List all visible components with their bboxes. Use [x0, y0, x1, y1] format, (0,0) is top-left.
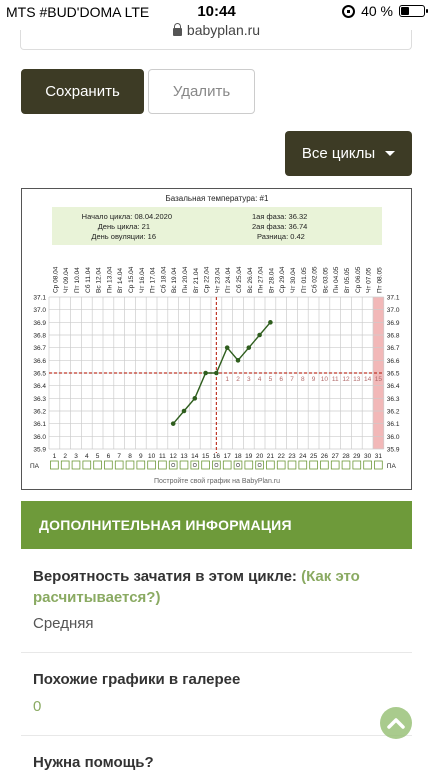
pa-cell: [299, 461, 307, 469]
pa-cell: [223, 461, 231, 469]
temperature-point: [171, 421, 176, 426]
conception-question-text: Вероятность зачатия в этом цикле:: [33, 568, 297, 585]
day-number-label: 12: [169, 453, 177, 460]
day-number-label: 18: [234, 453, 242, 460]
pa-cell: [180, 461, 188, 469]
day-number-label: 10: [147, 453, 156, 460]
ovulation-day-label: День овуляции: 16: [91, 232, 156, 241]
battery-percent: 40 %: [361, 3, 393, 19]
date-tick-label: Пн 27.04: [257, 266, 265, 293]
pa-cell: [353, 461, 361, 469]
day-number-label: 7: [117, 453, 122, 460]
delete-button[interactable]: Удалить: [148, 69, 255, 114]
pa-cell: [234, 461, 242, 469]
help-title: Нужна помощь?: [33, 754, 154, 770]
post-ovulation-day-label: 10: [320, 376, 329, 383]
y-tick-label-right: 36.7: [386, 345, 400, 353]
temperature-point: [182, 409, 187, 414]
date-tick-label: Вт 05.05: [344, 267, 351, 293]
date-tick-label: Чт 07.05: [365, 267, 373, 293]
bbt-chart: [21, 188, 412, 490]
conception-probability-value: Средняя: [33, 615, 94, 632]
y-tick-label-left: 36.9: [33, 319, 46, 327]
day-number-label: 25: [309, 453, 318, 460]
all-cycles-label: Все циклы: [301, 145, 376, 162]
day-number-label: 28: [342, 453, 350, 460]
carrier-label: MTS #BUD'DOMA LTE: [6, 4, 150, 20]
additional-info-header: ДОПОЛНИТЕЛЬНАЯ ИНФОРМАЦИЯ: [21, 501, 412, 549]
day-number-label: 14: [191, 453, 199, 460]
pa-row-label-left: ПА: [30, 463, 40, 470]
day-number-label: 17: [223, 453, 231, 460]
conception-probability-question: [33, 566, 403, 608]
day-number-label: 24: [299, 453, 307, 460]
pa-cell: [364, 461, 372, 469]
temperature-point: [247, 345, 252, 350]
post-ovulation-day-label: 1: [225, 376, 230, 383]
post-ovulation-day-label: 5: [268, 376, 273, 383]
cycle-day-label: День цикла: 21: [97, 222, 150, 231]
post-ovulation-day-label: 11: [331, 376, 339, 383]
date-tick-label: Пт 01.05: [300, 267, 308, 293]
date-tick-label: Вс 19.04: [171, 267, 179, 293]
day-number-label: 11: [159, 453, 166, 460]
y-tick-label-left: 36.7: [33, 345, 46, 353]
post-ovulation-day-label: 14: [363, 376, 372, 383]
day-number-label: 6: [106, 453, 111, 460]
date-tick-label: Чт 23.04: [214, 267, 222, 293]
date-tick-label: Пн 20.04: [182, 266, 189, 293]
day-number-label: 31: [374, 453, 383, 460]
all-cycles-dropdown[interactable]: [285, 131, 412, 176]
date-tick-label: Сб 18.04: [160, 266, 168, 293]
pa-cell: [148, 461, 156, 469]
temperature-point: [203, 371, 208, 376]
y-tick-label-right: 37.0: [386, 307, 400, 315]
day-number-label: 2: [63, 453, 68, 460]
pa-cell: [169, 461, 177, 469]
y-tick-label-right: 35.9: [386, 446, 400, 454]
date-tick-label: Пт 10.04: [74, 267, 81, 293]
day-number-label: 30: [363, 453, 372, 460]
day-number-label: 1: [52, 453, 57, 460]
temperature-point: [236, 358, 241, 363]
day-number-label: 5: [95, 453, 100, 460]
y-tick-label-right: 36.8: [386, 332, 400, 340]
date-tick-label: Ср 22.04: [203, 266, 211, 293]
day-number-label: 19: [245, 453, 253, 460]
day-number-label: 4: [84, 453, 89, 460]
day-number-label: 15: [201, 453, 210, 460]
save-button[interactable]: Сохранить: [21, 69, 144, 114]
day-number-label: 8: [128, 453, 132, 460]
pa-cell: [256, 461, 264, 469]
y-tick-label-left: 37.0: [33, 307, 46, 315]
pa-cell: [342, 461, 350, 469]
chart-footer: Постройте свой график на BabyPlan.ru: [153, 478, 281, 485]
day-number-label: 26: [320, 453, 329, 460]
date-tick-label: Сб 11.04: [84, 266, 92, 293]
pa-cell: [115, 461, 123, 469]
phase2-label: 2ая фаза: 36.74: [252, 222, 308, 231]
date-tick-label: Вс 12.04: [95, 267, 103, 293]
post-ovulation-day-label: 8: [300, 376, 305, 383]
status-bar: [0, 0, 433, 24]
pa-cell: [375, 461, 383, 469]
date-tick-label: Чт 16.04: [138, 267, 146, 293]
y-tick-label-left: 36.3: [33, 395, 46, 403]
date-tick-label: Пт 24.04: [225, 267, 233, 293]
day-number-label: 16: [212, 453, 221, 460]
day-number-label: 9: [138, 453, 143, 460]
previous-card-edge: [20, 30, 412, 50]
date-tick-label: Вс 26.04: [246, 267, 254, 293]
pa-cell: [191, 461, 199, 469]
date-tick-label: Пн 13.04: [106, 266, 114, 293]
pa-cell: [51, 461, 59, 469]
date-tick-label: Пт 17.04: [149, 267, 157, 293]
url-text: babyplan.ru: [186, 22, 261, 38]
difference-label: Разница: 0.42: [257, 232, 305, 241]
post-ovulation-day-label: 6: [279, 376, 284, 383]
day-number-label: 20: [255, 453, 264, 460]
y-tick-label-right: 36.9: [386, 319, 400, 327]
y-tick-label-left: 36.5: [33, 370, 46, 378]
date-tick-label: Ср 06.05: [354, 266, 362, 293]
y-tick-label-right: 36.2: [386, 408, 400, 416]
chevron-up-icon: [386, 716, 406, 730]
scroll-top-button[interactable]: [380, 707, 412, 739]
date-tick-label: Ср 29.04: [279, 266, 287, 293]
y-tick-label-left: 36.2: [33, 408, 46, 416]
date-tick-label: Ср 08.04: [52, 266, 60, 293]
similar-charts-count[interactable]: 0: [33, 698, 42, 715]
day-number-label: 27: [331, 453, 339, 460]
post-ovulation-day-label: 12: [342, 376, 350, 383]
pa-cell: [137, 461, 145, 469]
battery-icon: [399, 5, 425, 17]
chart-title: Базальная температура: #1: [165, 194, 269, 203]
post-ovulation-day-label: 4: [257, 376, 262, 383]
pa-cell: [277, 461, 285, 469]
pa-cell: [331, 461, 339, 469]
date-tick-label: Вт 28.04: [268, 267, 276, 293]
date-tick-label: Чт 09.04: [63, 267, 71, 293]
pa-cell: [94, 461, 102, 469]
conception-how-link[interactable]: (Как это расчитывается?): [33, 568, 360, 606]
temperature-point: [225, 345, 230, 350]
clock: 10:44: [197, 3, 236, 20]
y-tick-label-left: 36.6: [33, 357, 46, 365]
date-tick-label: Вс 03.05: [322, 267, 330, 293]
date-tick-label: Чт 30.04: [290, 267, 297, 293]
date-tick-label: Пн 04.05: [333, 266, 341, 293]
temperature-point: [257, 333, 262, 338]
day-number-label: 13: [180, 453, 188, 460]
y-tick-label-right: 36.0: [386, 433, 400, 441]
similar-charts-title: Похожие графики в галерее: [33, 671, 241, 688]
y-tick-label-left: 35.9: [33, 446, 46, 454]
y-tick-label-left: 36.1: [33, 421, 46, 429]
post-ovulation-day-label: 9: [311, 376, 316, 383]
post-ovulation-day-label: 15: [374, 376, 383, 383]
pa-cell: [61, 461, 69, 469]
divider: [21, 735, 412, 736]
post-ovulation-day-label: 2: [236, 376, 240, 383]
pa-cell: [72, 461, 80, 469]
pa-cell: [288, 461, 296, 469]
y-tick-label-left: 36.0: [33, 433, 46, 441]
post-ovulation-day-label: 3: [246, 376, 251, 383]
pa-cell: [310, 461, 318, 469]
y-tick-label-right: 36.3: [386, 395, 400, 403]
pa-cell: [267, 461, 275, 469]
day-number-label: 22: [277, 453, 285, 460]
y-tick-label-right: 37.1: [386, 294, 400, 302]
pa-cell: [83, 461, 91, 469]
status-right: [342, 3, 425, 19]
pa-row-label-right: ПА: [386, 463, 396, 470]
date-tick-label: Вт 21.04: [192, 267, 200, 293]
y-tick-label-right: 36.5: [386, 370, 400, 378]
post-ovulation-day-label: 13: [353, 376, 361, 383]
date-tick-label: Пт 08.05: [376, 267, 384, 293]
pa-cell: [105, 461, 113, 469]
day-number-label: 21: [266, 453, 275, 460]
pa-cell: [245, 461, 253, 469]
post-ovulation-day-label: 7: [290, 376, 294, 383]
pa-cell: [321, 461, 329, 469]
temperature-point: [193, 396, 198, 401]
y-tick-label-right: 36.1: [386, 421, 400, 429]
temperature-point: [268, 320, 273, 325]
date-tick-label: Вт 14.04: [117, 267, 125, 293]
day-number-label: 3: [74, 453, 78, 460]
caret-down-icon: [385, 151, 395, 156]
date-tick-label: Сб 25.04: [236, 266, 243, 293]
phase1-label: 1ая фаза: 36.32: [252, 212, 308, 221]
day-number-label: 23: [288, 453, 296, 460]
pa-cell: [202, 461, 210, 469]
y-tick-label-left: 37.1: [33, 294, 46, 302]
pa-cell: [213, 461, 221, 469]
day-number-label: 29: [353, 453, 361, 460]
y-tick-label-left: 36.8: [33, 332, 46, 340]
y-tick-label-right: 36.6: [386, 357, 400, 365]
divider: [21, 652, 412, 653]
cycle-start-label: Начало цикла: 08.04.2020: [81, 212, 172, 221]
bbt-chart-svg: [22, 189, 413, 491]
pa-cell: [159, 461, 167, 469]
date-tick-label: Сб 02.05: [311, 266, 319, 293]
temperature-point: [214, 371, 219, 376]
date-tick-label: Ср 15.04: [128, 266, 135, 293]
pa-cell: [126, 461, 134, 469]
y-tick-label-right: 36.4: [386, 383, 400, 391]
rotation-lock-icon: [342, 5, 355, 18]
y-tick-label-left: 36.4: [33, 383, 46, 391]
